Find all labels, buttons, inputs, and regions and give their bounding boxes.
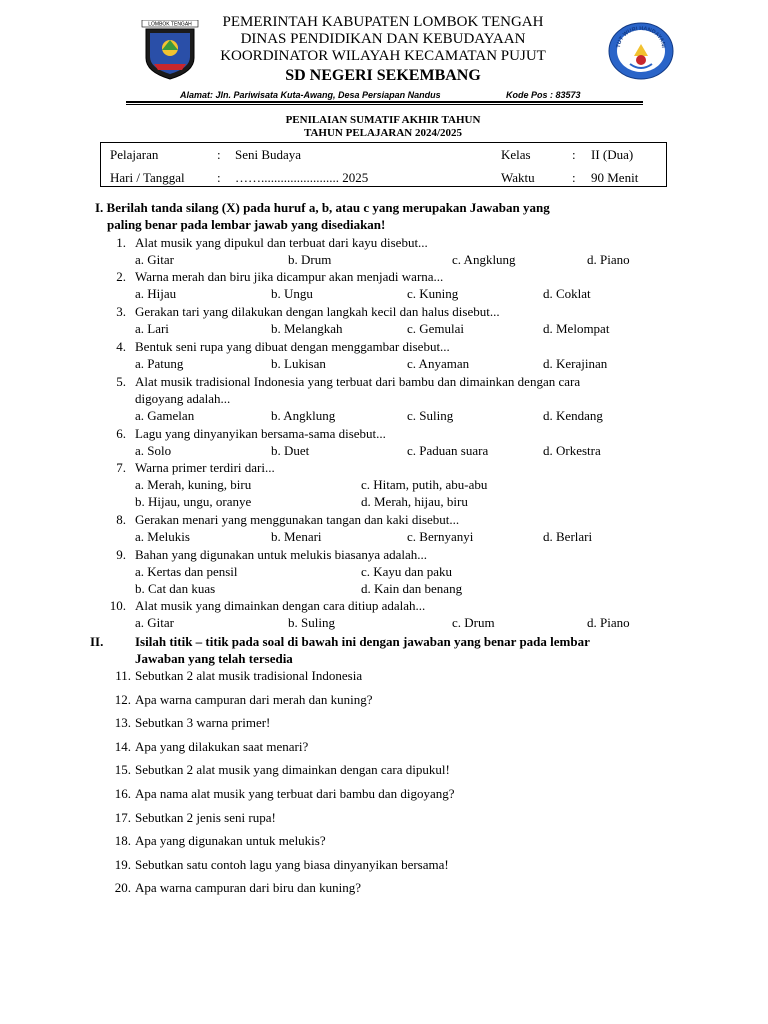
option-d: d. Piano (587, 252, 630, 267)
question-number: 6. (116, 426, 126, 441)
section-2-instruction (135, 633, 590, 667)
option-a: a. Patung (135, 356, 184, 371)
essay-question-number: 17. (114, 809, 131, 825)
option-a: a. Melukis (135, 529, 190, 544)
option-a: a. Solo (135, 443, 172, 458)
time-colon: : (572, 170, 576, 185)
option-b: b. Drum (288, 252, 332, 267)
option-d: d. Coklat (543, 286, 591, 301)
logo-motto: TUT WURI HANDAYANI (615, 25, 667, 49)
date-label: Hari / Tanggal (110, 170, 185, 185)
question-text: Bentuk seni rupa yang dibuat dengan menggambar disebut... (135, 339, 450, 354)
option-c: c. Gemulai (407, 321, 465, 336)
option-b: b. Melangkah (271, 321, 343, 336)
essay-question-number: 14. (114, 738, 131, 754)
option-a: a. Merah, kuning, biru (135, 477, 252, 492)
option-d: d. Kain dan benang (361, 581, 463, 596)
option-d: d. Kerajinan (543, 356, 608, 371)
option-a: a. Hijau (135, 286, 177, 301)
essay-question-text: Sebutkan 2 jenis seni rupa! (135, 809, 276, 825)
date-value: ……........................ 2025 (235, 170, 369, 185)
subject-label: Pelajaran (110, 147, 159, 162)
essay-question-text: Sebutkan 2 alat musik tradisional Indonesia (135, 668, 363, 683)
question-number: 7. (116, 460, 126, 475)
option-b: b. Hijau, ungu, oranye (135, 494, 252, 509)
option-c: c. Bernyanyi (407, 529, 474, 544)
letterhead-line-1: PEMERINTAH KABUPATEN LOMBOK TENGAH (222, 14, 544, 30)
exam-title-line-1: PENILAIAN SUMATIF AKHIR TAHUN (285, 114, 481, 126)
option-c: c. Kayu dan paku (361, 564, 452, 579)
class-colon: : (572, 147, 576, 162)
question-number: 2. (116, 269, 126, 284)
option-a: a. Gitar (135, 252, 174, 267)
postal-code: Kode Pos : 83573 (506, 90, 581, 100)
option-d: d. Piano (587, 615, 630, 630)
exam-title-line-2: TAHUN PELAJARAN 2024/2025 (303, 127, 463, 139)
question-text: Gerakan menari yang menggunakan tangan dan kaki disebut... (135, 512, 460, 527)
option-a: a. Lari (135, 321, 169, 336)
option-c: c. Paduan suara (407, 443, 489, 458)
option-d: d. Berlari (543, 529, 593, 544)
question-number: 1. (116, 235, 126, 250)
essay-question-number: 20. (114, 880, 131, 896)
option-a: a. Gitar (135, 615, 174, 630)
essay-question-text: Apa yang dilakukan saat menari? (135, 738, 309, 754)
essay-question-text: Apa warna campuran dari biru dan kuning? (135, 880, 361, 896)
essay-question-number: 13. (114, 715, 131, 731)
option-c: c. Drum (452, 615, 495, 630)
date-colon: : (217, 170, 221, 185)
subject-colon: : (217, 147, 221, 162)
section-1-line-1: I. Berilah tanda silang (X) pada huruf a, b, atau c yang merupakan Jawaban yang (95, 200, 550, 215)
header-divider-thin (126, 104, 643, 105)
option-c: c. Suling (407, 408, 454, 423)
essay-question-number: 18. (114, 833, 131, 849)
question-text: Alat musik yang dimainkan dengan cara ditiup adalah... (135, 598, 426, 613)
option-d: d. Kendang (543, 408, 603, 423)
lombok-tengah-logo (140, 20, 200, 80)
essay-question-number: 12. (114, 691, 131, 707)
option-b: b. Ungu (271, 286, 313, 301)
option-d: d. Orkestra (543, 443, 601, 458)
class-value: II (Dua) (591, 147, 634, 162)
section-2-number: II. (90, 634, 104, 649)
question-text: Gerakan tari yang dilakukan dengan langkah kecil dan halus disebut... (135, 304, 500, 319)
option-d: d. Merah, hijau, biru (361, 494, 468, 509)
option-a: a. Kertas dan pensil (135, 564, 238, 579)
question-number: 4. (116, 339, 126, 354)
essay-question-text: Apa yang digunakan untuk melukis? (135, 833, 326, 849)
tut-wuri-handayani-logo (608, 22, 674, 80)
school-name: SD NEGERI SEKEMBANG (285, 67, 481, 84)
option-b: b. Menari (271, 529, 322, 544)
essay-question-number: 16. (114, 786, 131, 801)
option-b: b. Angklung (271, 408, 336, 423)
question-number: 9. (116, 547, 126, 562)
option-d: d. Melompat (543, 321, 610, 336)
question-text: Alat musik tradisional Indonesia yang terbuat dari bambu dan dimainkan dengan cara (135, 374, 581, 389)
letterhead (200, 14, 566, 86)
exam-info-box (100, 142, 667, 187)
time-value: 90 Menit (591, 170, 639, 185)
section-2-line-1: Isilah titik – titik pada soal di bawah ini dengan jawaban yang benar pada lembar (135, 634, 590, 649)
logo-caption: LOMBOK TENGAH (148, 21, 192, 28)
question-text: Lagu yang dinyanyikan bersama-sama disebut... (135, 426, 386, 441)
letterhead-line-3: KOORDINATOR WILAYAH KECAMATAN PUJUT (220, 48, 546, 64)
question-text: Warna merah dan biru jika dicampur akan menjadi warna... (135, 269, 444, 284)
option-c: c. Angklung (452, 252, 516, 267)
essay-question-number: 11. (115, 668, 131, 683)
essay-question-text: Sebutkan 2 alat musik yang dimainkan dengan cara dipukul! (135, 762, 450, 778)
option-c: c. Anyaman (407, 356, 470, 371)
question-number: 8. (116, 512, 126, 527)
section-1-line-2: paling benar pada lembar jawab yang disediakan! (107, 217, 386, 232)
letterhead-line-2: DINAS PENDIDIKAN DAN KEBUDAYAAN (240, 31, 526, 47)
option-b: b. Duet (271, 443, 310, 458)
exam-title (200, 114, 566, 140)
option-b: b. Suling (288, 615, 335, 630)
time-label: Waktu (501, 170, 535, 185)
question-text: Bahan yang digunakan untuk melukis biasanya adalah... (135, 547, 428, 562)
essay-question-text: Sebutkan satu contoh lagu yang biasa dinyanyikan bersama! (135, 856, 449, 872)
question-text: Warna primer terdiri dari... (135, 460, 275, 475)
option-c: c. Kuning (407, 286, 459, 301)
essay-question-text: Apa warna campuran dari merah dan kuning? (135, 691, 373, 707)
option-b: b. Cat dan kuas (135, 581, 216, 596)
essay-question-number: 15. (114, 762, 131, 778)
essay-question-text: Sebutkan 3 warna primer! (135, 715, 271, 731)
question-text-continued: digoyang adalah... (135, 391, 231, 406)
essay-question-number: 19. (114, 856, 131, 872)
question-number: 10. (109, 598, 126, 613)
question-number: 3. (116, 304, 126, 319)
essay-question-text: Apa nama alat musik yang terbuat dari bambu dan digoyang? (135, 786, 455, 801)
question-number: 5. (116, 374, 126, 389)
option-c: c. Hitam, putih, abu-abu (361, 477, 488, 492)
class-label: Kelas (501, 147, 531, 162)
subject-value: Seni Budaya (235, 147, 302, 162)
option-a: a. Gamelan (135, 408, 195, 423)
section-2-line-2: Jawaban yang telah tersedia (135, 651, 293, 666)
question-text: Alat musik yang dipukul dan terbuat dari kayu disebut... (135, 235, 428, 250)
option-b: b. Lukisan (271, 356, 326, 371)
header-divider (126, 101, 643, 103)
section-1-instruction (95, 199, 550, 233)
school-address: Alamat: Jln. Pariwisata Kuta-Awang, Desa Persiapan Nandus (180, 90, 441, 100)
